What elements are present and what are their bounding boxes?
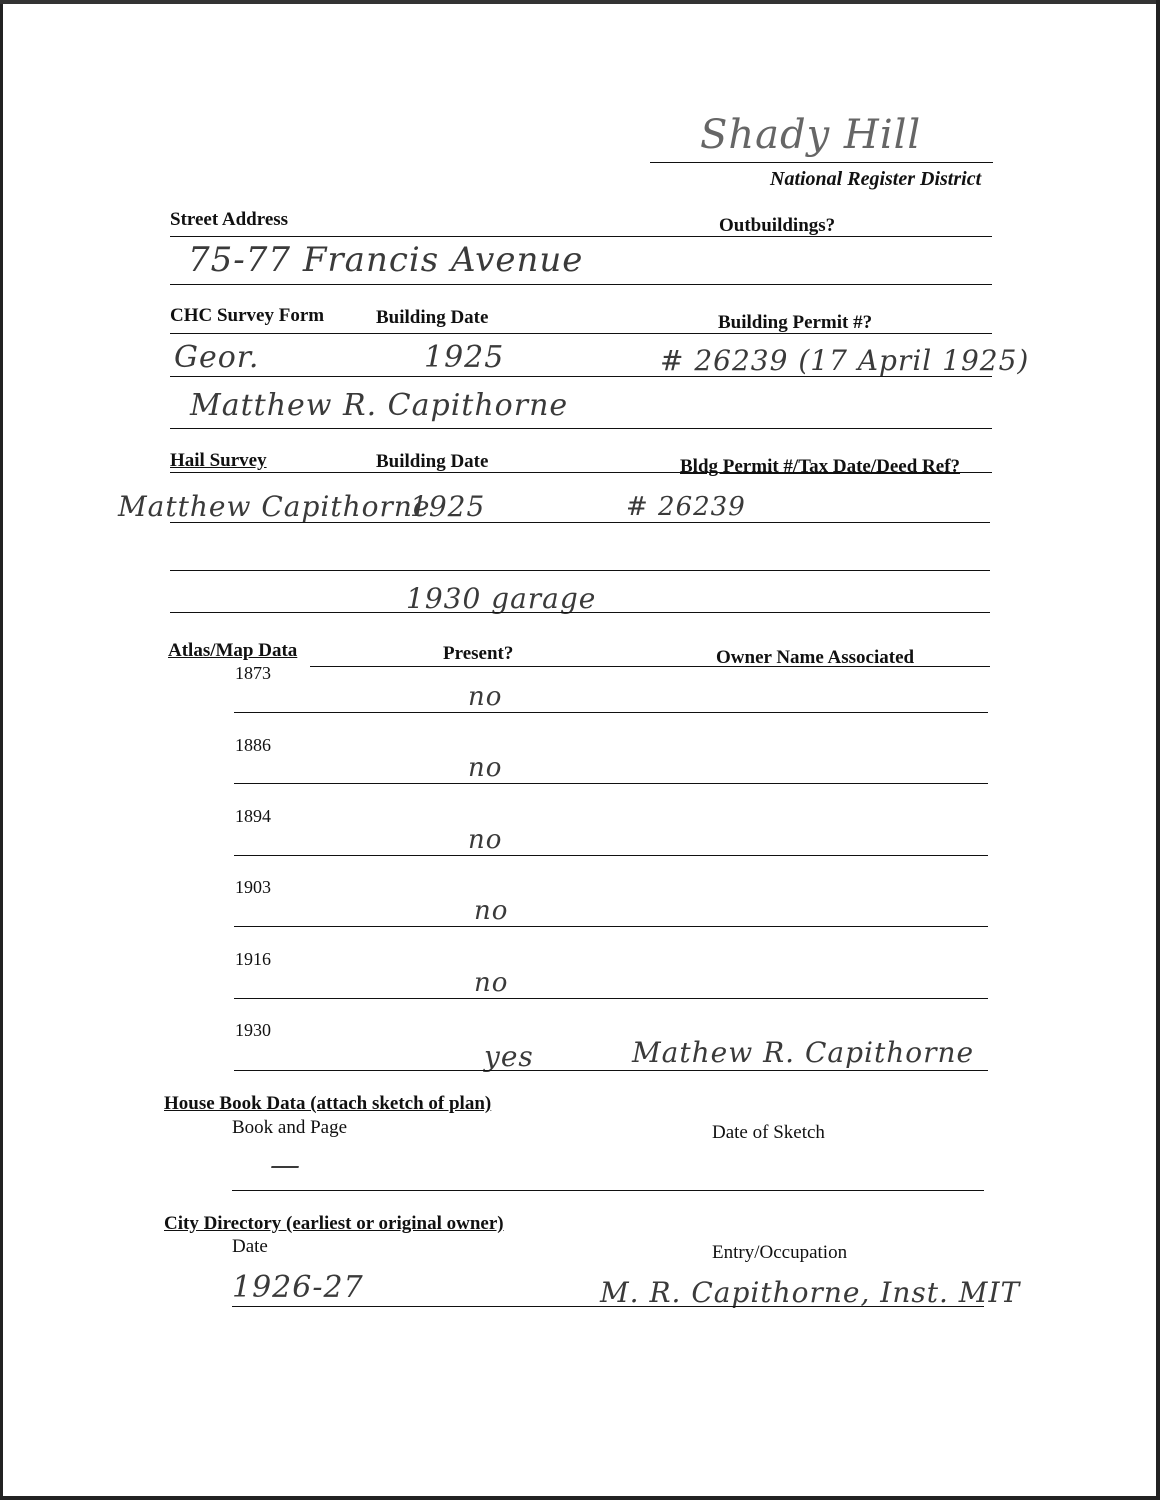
district-line: [650, 162, 993, 163]
atlas-owner-label: Owner Name Associated: [716, 647, 915, 668]
chc-architect-value: Matthew R. Capithorne: [190, 388, 569, 423]
hail-date-value: 1925: [410, 490, 486, 523]
atlas-row-line: [234, 1070, 988, 1071]
city-directory-line: [232, 1306, 984, 1307]
street-value-line: [170, 284, 992, 285]
hail-permit-label: Bldg Permit #/Tax Date/Deed Ref?: [680, 456, 961, 477]
atlas-row-present: yes: [484, 1040, 534, 1073]
atlas-row-line: [234, 855, 988, 856]
hail-building-date-label: Building Date: [376, 451, 489, 472]
house-book-label: House Book Data (attach sketch of plan): [164, 1093, 492, 1114]
chc-survey-label: CHC Survey Form: [170, 305, 325, 326]
scan-border-top: [0, 0, 1160, 4]
chc-architect-line: [170, 428, 992, 429]
hail-label-line: [170, 472, 992, 473]
house-book-book-label: Book and Page: [232, 1117, 348, 1138]
chc-date-value: 1925: [424, 340, 505, 375]
scan-border-bottom: [0, 1496, 1160, 1500]
atlas-row-line: [234, 712, 988, 713]
city-directory-label: City Directory (earliest or original owner): [164, 1213, 504, 1234]
house-book-book-value: —: [270, 1148, 300, 1183]
atlas-row-year: 1873: [235, 663, 271, 683]
city-directory-entry-label: Entry/Occupation: [712, 1242, 848, 1263]
outbuildings-label: Outbuildings?: [719, 215, 836, 236]
scan-border-left: [0, 0, 3, 1500]
chc-label-line: [170, 333, 992, 334]
chc-style-value: Geor.: [174, 340, 260, 375]
chc-value-line: [170, 376, 992, 377]
hail-garage-line: [170, 612, 990, 613]
house-book-sketch-label: Date of Sketch: [712, 1122, 825, 1143]
street-label-line: [170, 236, 992, 237]
hail-garage-note: 1930 garage: [406, 582, 597, 615]
atlas-row-present: no: [468, 682, 503, 712]
atlas-row-year: 1886: [235, 735, 271, 755]
hail-blank-line: [170, 570, 990, 571]
district-caption: National Register District: [770, 168, 982, 190]
hail-survey-label: Hail Survey: [170, 450, 267, 471]
scan-border-right: [1156, 0, 1160, 1500]
city-directory-date-value: 1926-27: [232, 1270, 364, 1305]
atlas-row-present: no: [474, 968, 509, 998]
atlas-row-present: no: [474, 896, 509, 926]
atlas-row-present: no: [468, 825, 503, 855]
atlas-label-line: [310, 666, 990, 667]
chc-permit-label: Building Permit #?: [718, 312, 873, 333]
street-address-label: Street Address: [170, 209, 289, 230]
hail-value-line: [170, 522, 990, 523]
city-directory-entry-value: M. R. Capithorne, Inst. MIT: [600, 1276, 1021, 1309]
chc-building-date-label: Building Date: [376, 307, 489, 328]
atlas-row-line: [234, 783, 988, 784]
atlas-row-year: 1903: [235, 877, 271, 897]
hail-owner-value: Matthew Capithorne: [118, 490, 431, 523]
house-book-line: [232, 1190, 984, 1191]
atlas-label: Atlas/Map Data: [168, 640, 298, 661]
hail-permit-value: # 26239: [626, 492, 746, 522]
atlas-row-year: 1930: [235, 1020, 271, 1040]
atlas-row-year: 1894: [235, 806, 271, 826]
atlas-row-present: no: [468, 753, 503, 783]
atlas-row-year: 1916: [235, 949, 271, 969]
atlas-row-owner: Mathew R. Capithorne: [632, 1036, 975, 1069]
chc-permit-value: # 26239 (17 April 1925): [660, 344, 1030, 377]
atlas-present-label: Present?: [443, 643, 514, 664]
street-address-value: 75-77 Francis Avenue: [188, 240, 584, 280]
district-handwritten: Shady Hill: [700, 112, 922, 158]
city-directory-date-label: Date: [232, 1236, 268, 1257]
atlas-row-line: [234, 998, 988, 999]
atlas-row-line: [234, 926, 988, 927]
